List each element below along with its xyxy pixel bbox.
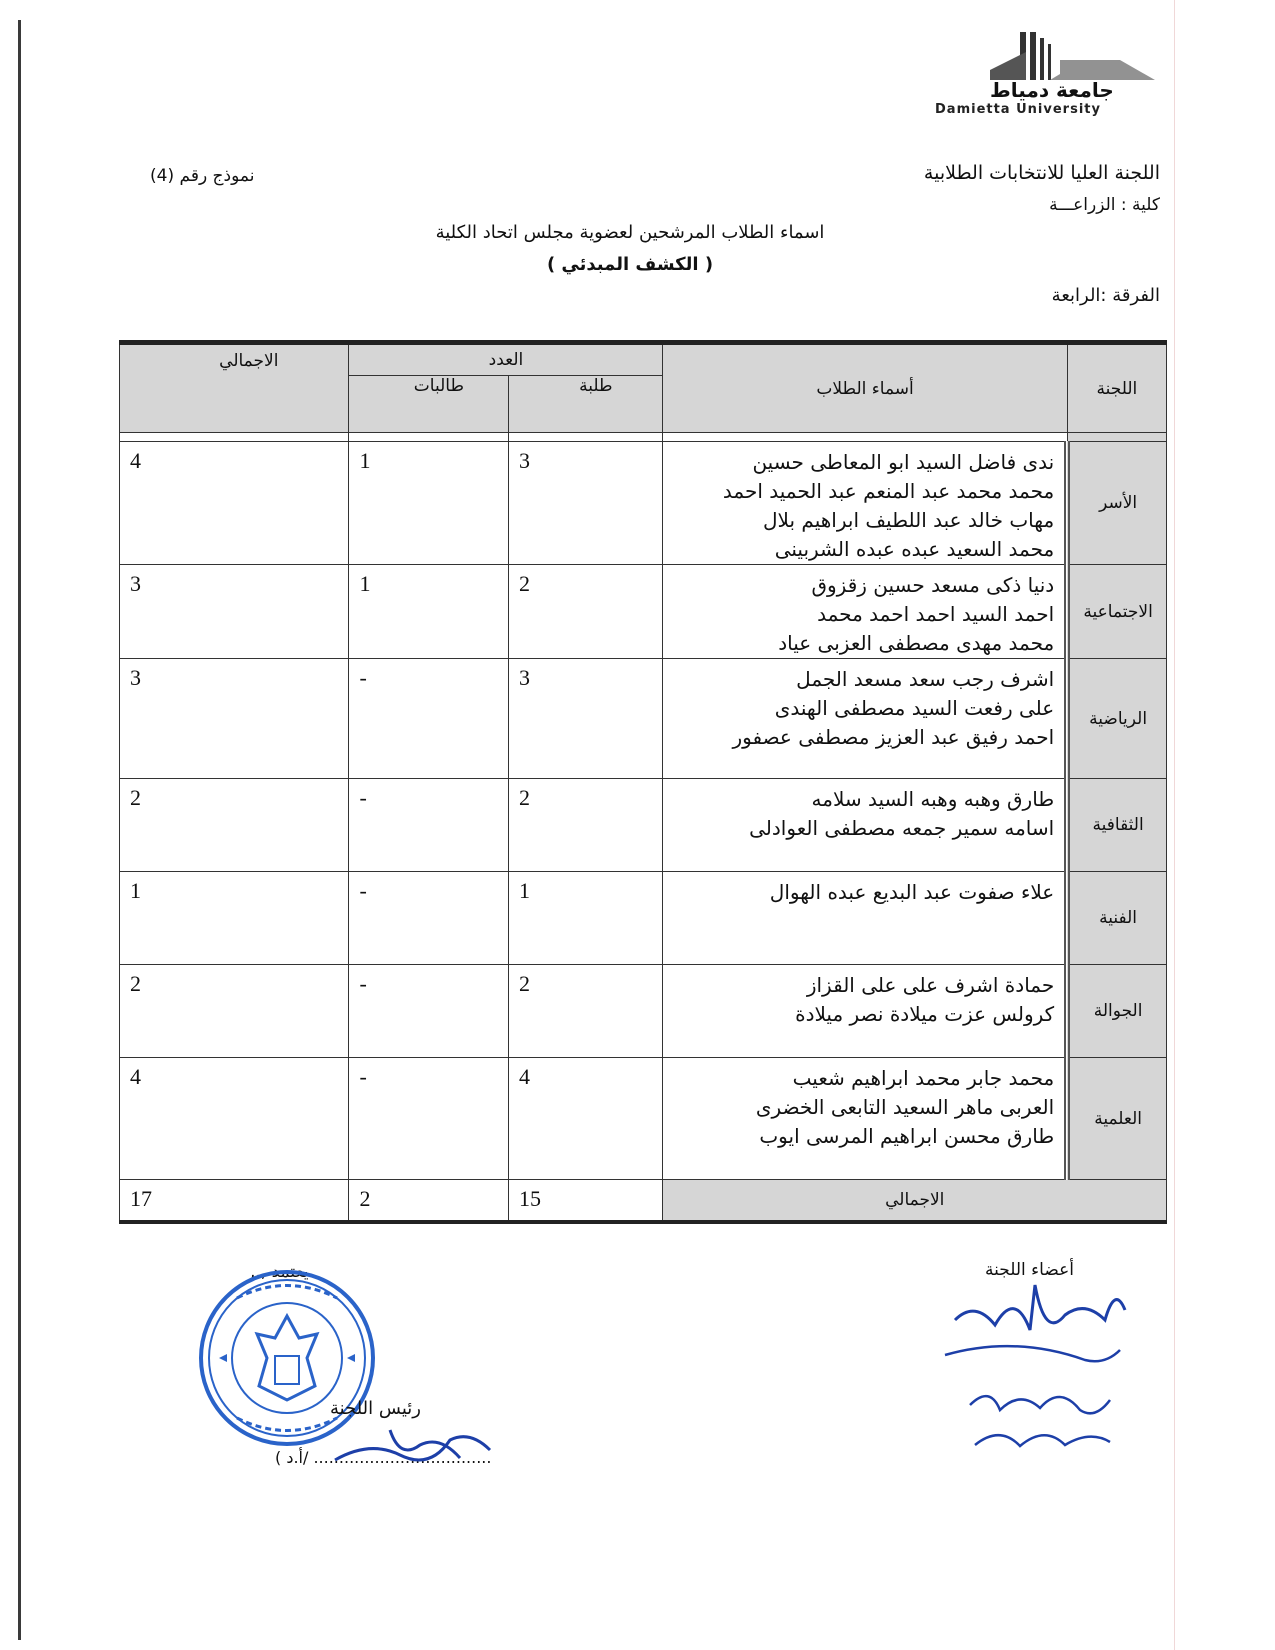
committee-cell: العلمية xyxy=(1067,1058,1166,1180)
faculty-line: كلية : الزراعـــة xyxy=(1049,195,1160,215)
table-row xyxy=(120,779,1167,872)
male-count: 3 xyxy=(508,659,663,779)
row-total: 2 xyxy=(120,965,349,1058)
male-count: 4 xyxy=(508,1058,663,1180)
header-count: العدد xyxy=(349,343,663,376)
committee-members-label: أعضاء اللجنة xyxy=(985,1260,1074,1280)
male-count: 2 xyxy=(508,965,663,1058)
committee-cell: الثقافية xyxy=(1067,779,1166,872)
chair-label: رئيس اللجنة xyxy=(330,1398,421,1419)
candidates-table xyxy=(119,340,1167,1224)
male-count: 2 xyxy=(508,565,663,659)
female-count: - xyxy=(349,659,509,779)
student-name: طارق وهبه وهبه السيد سلامه xyxy=(811,787,1055,811)
student-name: اسامه سمير جمعه مصطفى العوادلى xyxy=(749,816,1055,840)
header-female: طالبات xyxy=(349,376,509,433)
year-line: الفرقة :الرابعة xyxy=(1051,285,1160,306)
student-name: دنيا ذكى مسعد حسين زقزوق xyxy=(811,573,1055,597)
student-name: على رفعت السيد مصطفى الهندى xyxy=(774,696,1055,720)
table-row xyxy=(120,1058,1167,1180)
total-female: 2 xyxy=(349,1180,509,1223)
row-total: 4 xyxy=(120,1058,349,1180)
student-name: محمد مهدى مصطفى العزبى عياد xyxy=(778,631,1055,655)
table-row xyxy=(120,659,1167,779)
row-total: 1 xyxy=(120,872,349,965)
row-total: 3 xyxy=(120,565,349,659)
committee-cell: الأسر xyxy=(1067,442,1166,565)
male-count: 1 xyxy=(508,872,663,965)
table-row xyxy=(120,442,1167,565)
female-count: - xyxy=(349,872,509,965)
female-count: 1 xyxy=(349,442,509,565)
chair-signature xyxy=(330,1420,510,1470)
row-total: 4 xyxy=(120,442,349,565)
female-count: - xyxy=(349,779,509,872)
grand-total: 17 xyxy=(120,1180,349,1223)
committee-cell: الاجتماعية xyxy=(1067,565,1166,659)
student-name: مهاب خالد عبد اللطيف ابراهيم بلال xyxy=(763,508,1055,532)
member-signature-1 xyxy=(935,1280,1135,1380)
table-row xyxy=(120,565,1167,659)
names-cell xyxy=(663,565,1067,659)
form-number: نموذج رقم (4) xyxy=(150,166,255,186)
scan-edge-faint xyxy=(1174,0,1175,1650)
committee-cell: الجوالة xyxy=(1067,965,1166,1058)
scan-edge xyxy=(18,20,21,1640)
total-male: 15 xyxy=(508,1180,663,1223)
student-name: اشرف رجب سعد مسعد الجمل xyxy=(796,667,1055,691)
committee-heading: اللجنة العليا للانتخابات الطلابية xyxy=(923,162,1160,184)
student-name: احمد رفيق عبد العزيز مصطفى عصفور xyxy=(732,725,1055,749)
logo-english-name: Damietta University xyxy=(935,102,1101,117)
table-row xyxy=(120,872,1167,965)
totals-row xyxy=(120,1180,1167,1223)
student-name: محمد محمد عبد المنعم عبد الحميد احمد xyxy=(722,479,1055,503)
student-name: محمد السعيد عبده عبده الشربينى xyxy=(774,537,1055,561)
committee-cell: الرياضية xyxy=(1067,659,1166,779)
table-row xyxy=(120,965,1167,1058)
student-name: محمد جابر محمد ابراهيم شعيب xyxy=(792,1066,1055,1090)
logo-arabic-name: جامعة دمياط xyxy=(990,78,1114,102)
names-cell xyxy=(663,659,1067,779)
female-count: - xyxy=(349,1058,509,1180)
names-cell xyxy=(663,1058,1067,1180)
student-name: كرولس عزت ميلادة نصر ميلادة xyxy=(795,1002,1055,1026)
names-cell xyxy=(663,442,1067,565)
male-count: 2 xyxy=(508,779,663,872)
approval-label: يعتمد ,,, xyxy=(250,1262,309,1282)
names-cell xyxy=(663,779,1067,872)
student-name: علاء صفوت عبد البديع عبده الهوال xyxy=(769,880,1055,904)
female-count: 1 xyxy=(349,565,509,659)
professor-line: ( أ.د/ ................................... xyxy=(275,1448,492,1467)
student-name: العربى ماهر السعيد التابعى الخضرى xyxy=(755,1095,1055,1119)
student-name: حمادة اشرف على على القزاز xyxy=(806,973,1055,997)
student-name: ندى فاضل السيد ابو المعاطى حسين xyxy=(752,450,1055,474)
names-cell xyxy=(663,872,1067,965)
document-title: اسماء الطلاب المرشحين لعضوية مجلس اتحاد الكلية xyxy=(435,222,825,243)
header-names: أسماء الطلاب xyxy=(663,343,1067,433)
totals-label: الاجمالي xyxy=(663,1180,1167,1223)
header-total: الاجمالي xyxy=(120,343,349,433)
male-count: 3 xyxy=(508,442,663,565)
row-total: 2 xyxy=(120,779,349,872)
header-committee: اللجنة xyxy=(1067,343,1166,433)
female-count: - xyxy=(349,965,509,1058)
names-cell xyxy=(663,965,1067,1058)
document-subtitle: ( الكشف المبدئي ) xyxy=(546,254,714,275)
member-signature-2 xyxy=(960,1380,1120,1460)
header-male: طلبة xyxy=(508,376,663,433)
student-name: احمد السيد احمد احمد محمد xyxy=(817,602,1055,626)
row-total: 3 xyxy=(120,659,349,779)
committee-cell: الفنية xyxy=(1067,872,1166,965)
student-name: طارق محسن ابراهيم المرسى ايوب xyxy=(759,1124,1055,1148)
